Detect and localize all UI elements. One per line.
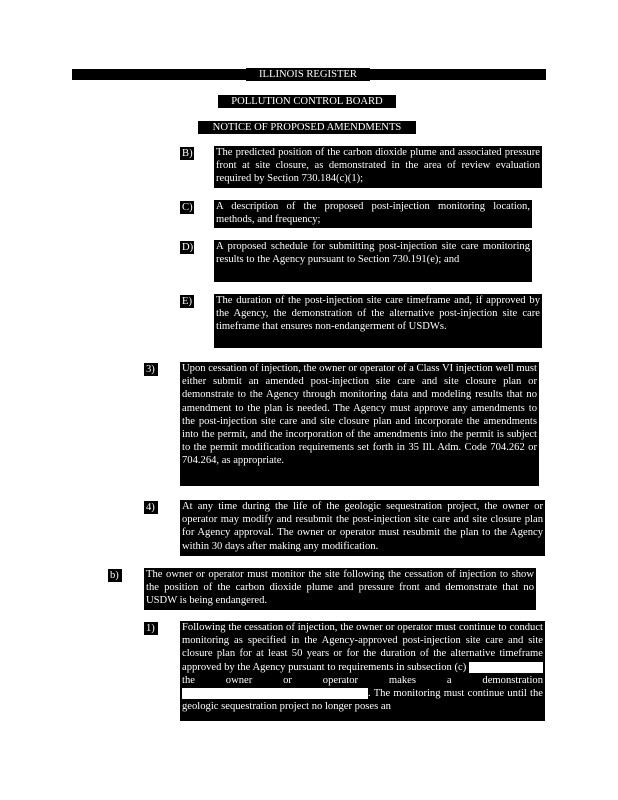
item-label: E) [182, 296, 192, 307]
item-label: 1) [144, 622, 158, 635]
item-text-mid: the owner or operator makes a [182, 674, 452, 686]
item-label: D) [182, 242, 194, 253]
item-text-mid2: demonstration [482, 674, 544, 686]
item-label: C) [182, 202, 193, 213]
item-text-after: . The monitoring must continue until the geologic sequestration project no longer poses an [182, 688, 543, 713]
item-label: b) [108, 569, 122, 582]
list-item: At any time during the life of the geologic sequestration project, the owner or operator may modify and resubmit the post-injection site care and site closure plan for Agency approval. The owner or operator must resubmit the plan to the Agency within 30 days after making any modification. [180, 500, 545, 556]
register-title: ILLINOIS REGISTER [246, 68, 370, 81]
item-label: 4) [144, 501, 158, 514]
list-item: The duration of the post-injection site care timeframe and, if approved by the Agency, the demonstration of the alternative post-injection site care timeframe that ensures non-endangerment of USDWs. [214, 294, 542, 348]
redaction-mark [469, 662, 543, 673]
board-title: POLLUTION CONTROL BOARD [218, 95, 396, 108]
item-label: B) [182, 148, 193, 159]
redaction-mark [182, 688, 368, 699]
list-item: A proposed schedule for submitting post-injection site care monitoring results to the Agency pursuant to Section 730.191(e); and [214, 240, 532, 282]
list-item: The owner or operator must monitor the site following the cessation of injection to show the position of the carbon dioxide plume and pressure front and demonstrate that no USDW is being endangered. [144, 568, 536, 610]
list-item: Upon cessation of injection, the owner or operator of a Class VI injection well must either submit an amended post-injection site care and site closure plan or demonstrate to the Agency through monitoring data and modeling results that no amendment to the plan is needed. The Agency must approve any amendments to the post-injection site care and site closure plan and incorporate the amendments into the permit, and the incorporation of the amendments into the permit is subject to the permit modification requirements set forth in 35 Ill. Adm. Code 704.262 or 704.264, as appropriate. [180, 362, 539, 486]
item-label: 3) [144, 363, 158, 376]
notice-title: NOTICE OF PROPOSED AMENDMENTS [198, 121, 416, 134]
list-item [180, 621, 545, 721]
list-item: A description of the proposed post-injection monitoring location, methods, and frequency; [214, 200, 532, 228]
list-item: The predicted position of the carbon dioxide plume and associated pressure front at site closure, as demonstrated in the area of review evaluation required by Section 730.184(c)(1); [214, 146, 542, 188]
item-text-before: Following the cessation of injection, the owner or operator must continue to conduct monitoring as specified in the Agency-approved post-injection site care and site closure plan for at least 50 years or for the duration of the alternative timeframe approved by the Agency pursuant to requirements in subsection (c) [182, 622, 543, 673]
